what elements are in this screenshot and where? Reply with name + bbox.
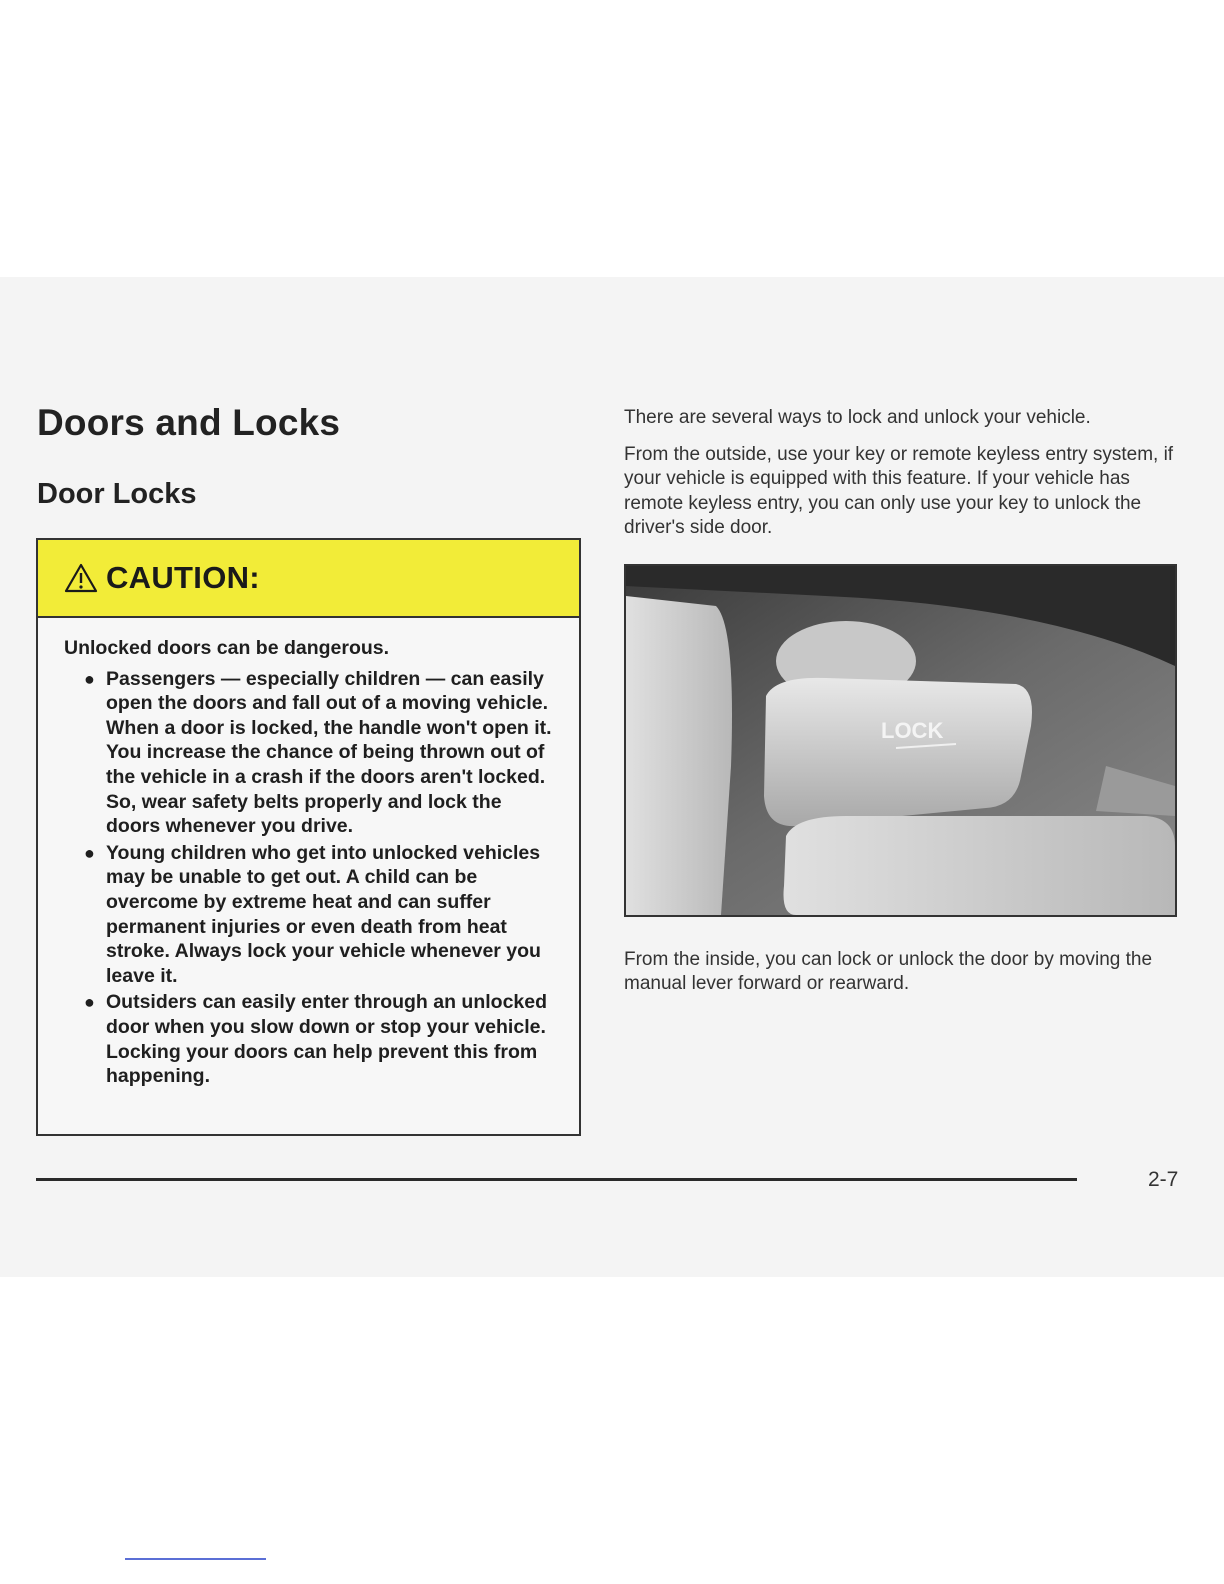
intro-paragraph: There are several ways to lock and unlock your vehicle.: [624, 407, 1091, 428]
warning-triangle-icon: [64, 563, 98, 593]
lever-lock-label: LOCK: [881, 718, 944, 743]
door-lock-illustration: [626, 566, 1175, 915]
caution-body: [38, 618, 579, 1089]
caution-intro: Unlocked doors can be dangerous.: [64, 637, 390, 659]
subsection-heading: Door Locks: [37, 478, 197, 510]
section-heading: Doors and Locks: [37, 402, 341, 443]
caution-list: [64, 667, 561, 1089]
caution-bullet: ● Young children who get into unlocked vehicles may be unable to get out. A child can be overcome by extreme heat and can suffer permanent injuries or even death from heat stroke. Always lock your vehicle whenever you leave it.: [84, 841, 541, 987]
caution-box: [36, 538, 581, 1136]
caution-title: CAUTION:: [106, 560, 260, 595]
caution-bullet: ● Outsiders can easily enter through an unlocked door when you slow down or stop your vehicle. Locking your doors can help prevent this from happening.: [84, 991, 548, 1088]
door-lock-lever-photo: [624, 564, 1177, 917]
footer-rule: [36, 1178, 1077, 1181]
outside-paragraph: From the outside, use your key or remote keyless entry system, if your vehicle is equipped with this feature. If your vehicle has remote keyless entry, you can only use your key to unlock the driver's side door.: [624, 444, 1174, 539]
caution-bullet: ● Passengers — especially children — can easily open the doors and fall out of a moving vehicle. When a door is locked, the handle won't open it. You increase the chance of being thrown out of the vehicle in a crash if the doors aren't locked. So, wear safety belts properly and lock the doors whenever you drive.: [84, 667, 552, 838]
caution-header: [38, 540, 579, 618]
bottom-underline: [125, 1558, 266, 1560]
inside-paragraph: From the inside, you can lock or unlock the door by moving the manual lever forward or rearward.: [624, 949, 1153, 995]
page-number: 2-7: [1148, 1168, 1179, 1191]
